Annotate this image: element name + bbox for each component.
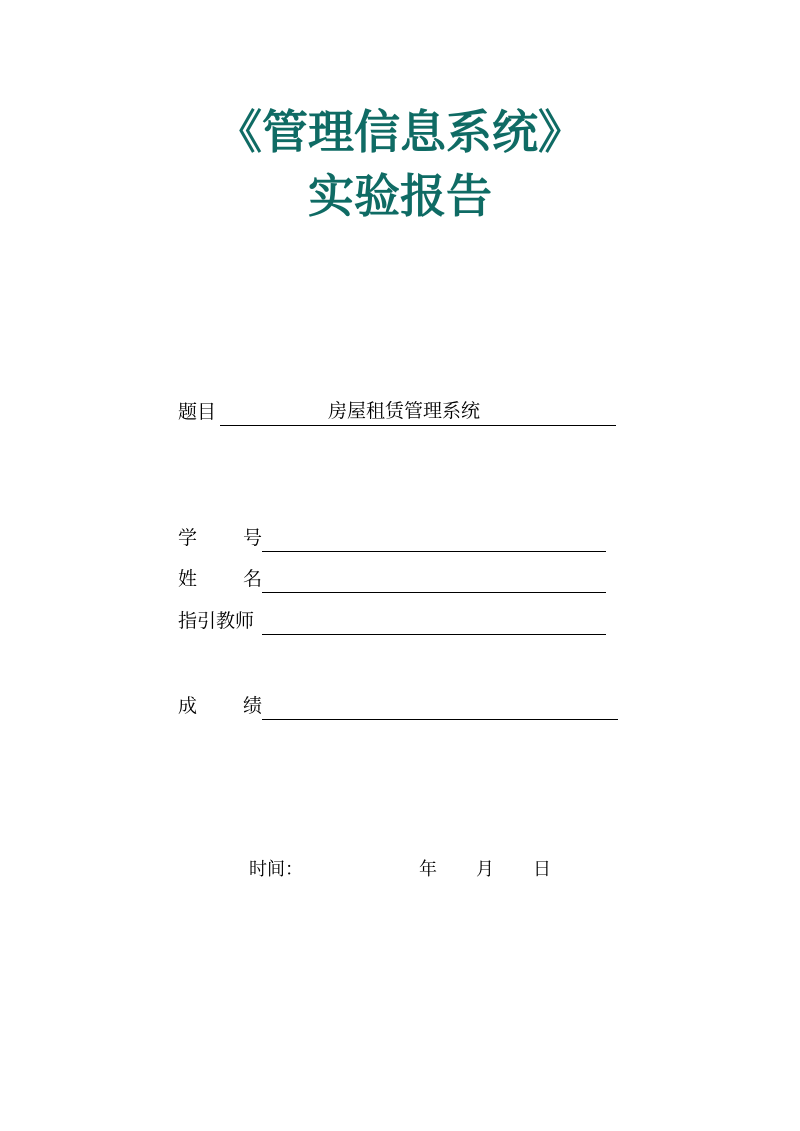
topic-label: 题目: [178, 401, 217, 423]
grade-row: [178, 690, 618, 720]
topic-field[interactable]: [220, 399, 616, 426]
report-title-type: 实验报告: [308, 169, 492, 223]
date-year-label: 年: [419, 859, 437, 880]
name-label-char1: 姓: [178, 568, 198, 590]
topic-value: 房屋租赁管理系统: [328, 400, 481, 422]
student-id-label-char1: 学: [178, 527, 198, 549]
advisor-row: [178, 605, 606, 635]
advisor-field[interactable]: [262, 608, 606, 635]
date-row: [0, 858, 800, 888]
report-title-course: 《管理信息系统》: [216, 105, 584, 159]
grade-field[interactable]: [262, 693, 618, 720]
date-label: 时间：: [249, 859, 303, 880]
advisor-label: 指引教师: [178, 610, 255, 632]
student-id-row: [178, 522, 606, 552]
name-label-char2: 名: [242, 568, 262, 590]
student-id-field[interactable]: [262, 525, 606, 552]
student-id-label: [178, 526, 262, 552]
student-id-label-char2: 号: [242, 527, 262, 549]
name-row: [178, 563, 606, 593]
date-month-label: 月: [476, 859, 494, 880]
name-label: [178, 567, 262, 593]
grade-label-char2: 绩: [242, 695, 262, 717]
grade-label: [178, 694, 262, 720]
topic-row: [178, 396, 616, 426]
date-day-label: 日: [533, 859, 551, 880]
name-field[interactable]: [262, 566, 606, 593]
grade-label-char1: 成: [178, 695, 198, 717]
